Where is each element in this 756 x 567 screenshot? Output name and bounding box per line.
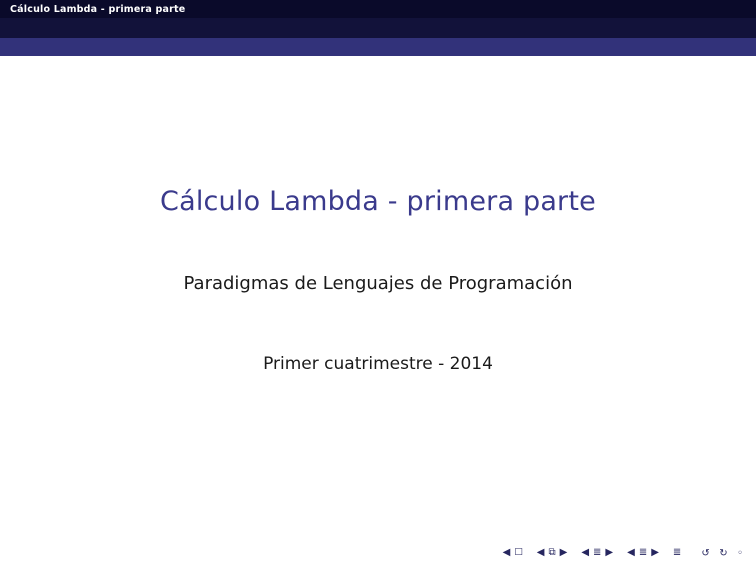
prev-subsection-icon[interactable]: ◀ [536,546,545,558]
next-part-icon[interactable]: ▶ [651,546,659,558]
forward-circle-icon[interactable]: ↻ [719,548,729,559]
slide-body [0,56,756,567]
section-bars-icon[interactable]: ≣ [593,546,602,558]
header-bar-bottom [0,38,756,56]
part-bars-icon[interactable]: ≣ [638,546,648,558]
nav-group-frame[interactable] [501,548,525,558]
frame-square-icon[interactable]: □ [514,547,523,557]
nav-group-circles[interactable] [699,546,746,559]
slide-header-bar [0,0,756,18]
term-date: Primer cuatrimestre - 2014 [263,354,493,374]
header-bar-mid [0,18,756,38]
document-bars-icon[interactable]: ≣ [672,546,682,558]
nav-group-subsection[interactable] [535,548,570,558]
prev-section-icon[interactable]: ◀ [581,546,590,558]
running-title: Cálculo Lambda - primera parte [10,3,186,15]
back-circle-icon[interactable]: ↺ [701,548,711,559]
nav-group-section[interactable] [579,548,615,558]
next-section-icon[interactable]: ▶ [605,546,614,558]
title-block [0,186,756,374]
prev-frame-icon[interactable]: ◀ [502,546,511,558]
nav-group-document[interactable] [671,548,683,558]
dot-icon[interactable]: ◦ [737,548,744,559]
course-subtitle: Paradigmas de Lenguajes de Programación [183,273,573,294]
nav-group-part[interactable] [625,548,661,558]
subsection-sheet-icon[interactable]: ⧉ [548,546,556,558]
page-title: Cálculo Lambda - primera parte [160,186,596,217]
next-subsection-icon[interactable]: ▶ [559,546,568,558]
beamer-navigation-bar[interactable] [491,546,746,559]
prev-part-icon[interactable]: ◀ [627,546,635,558]
